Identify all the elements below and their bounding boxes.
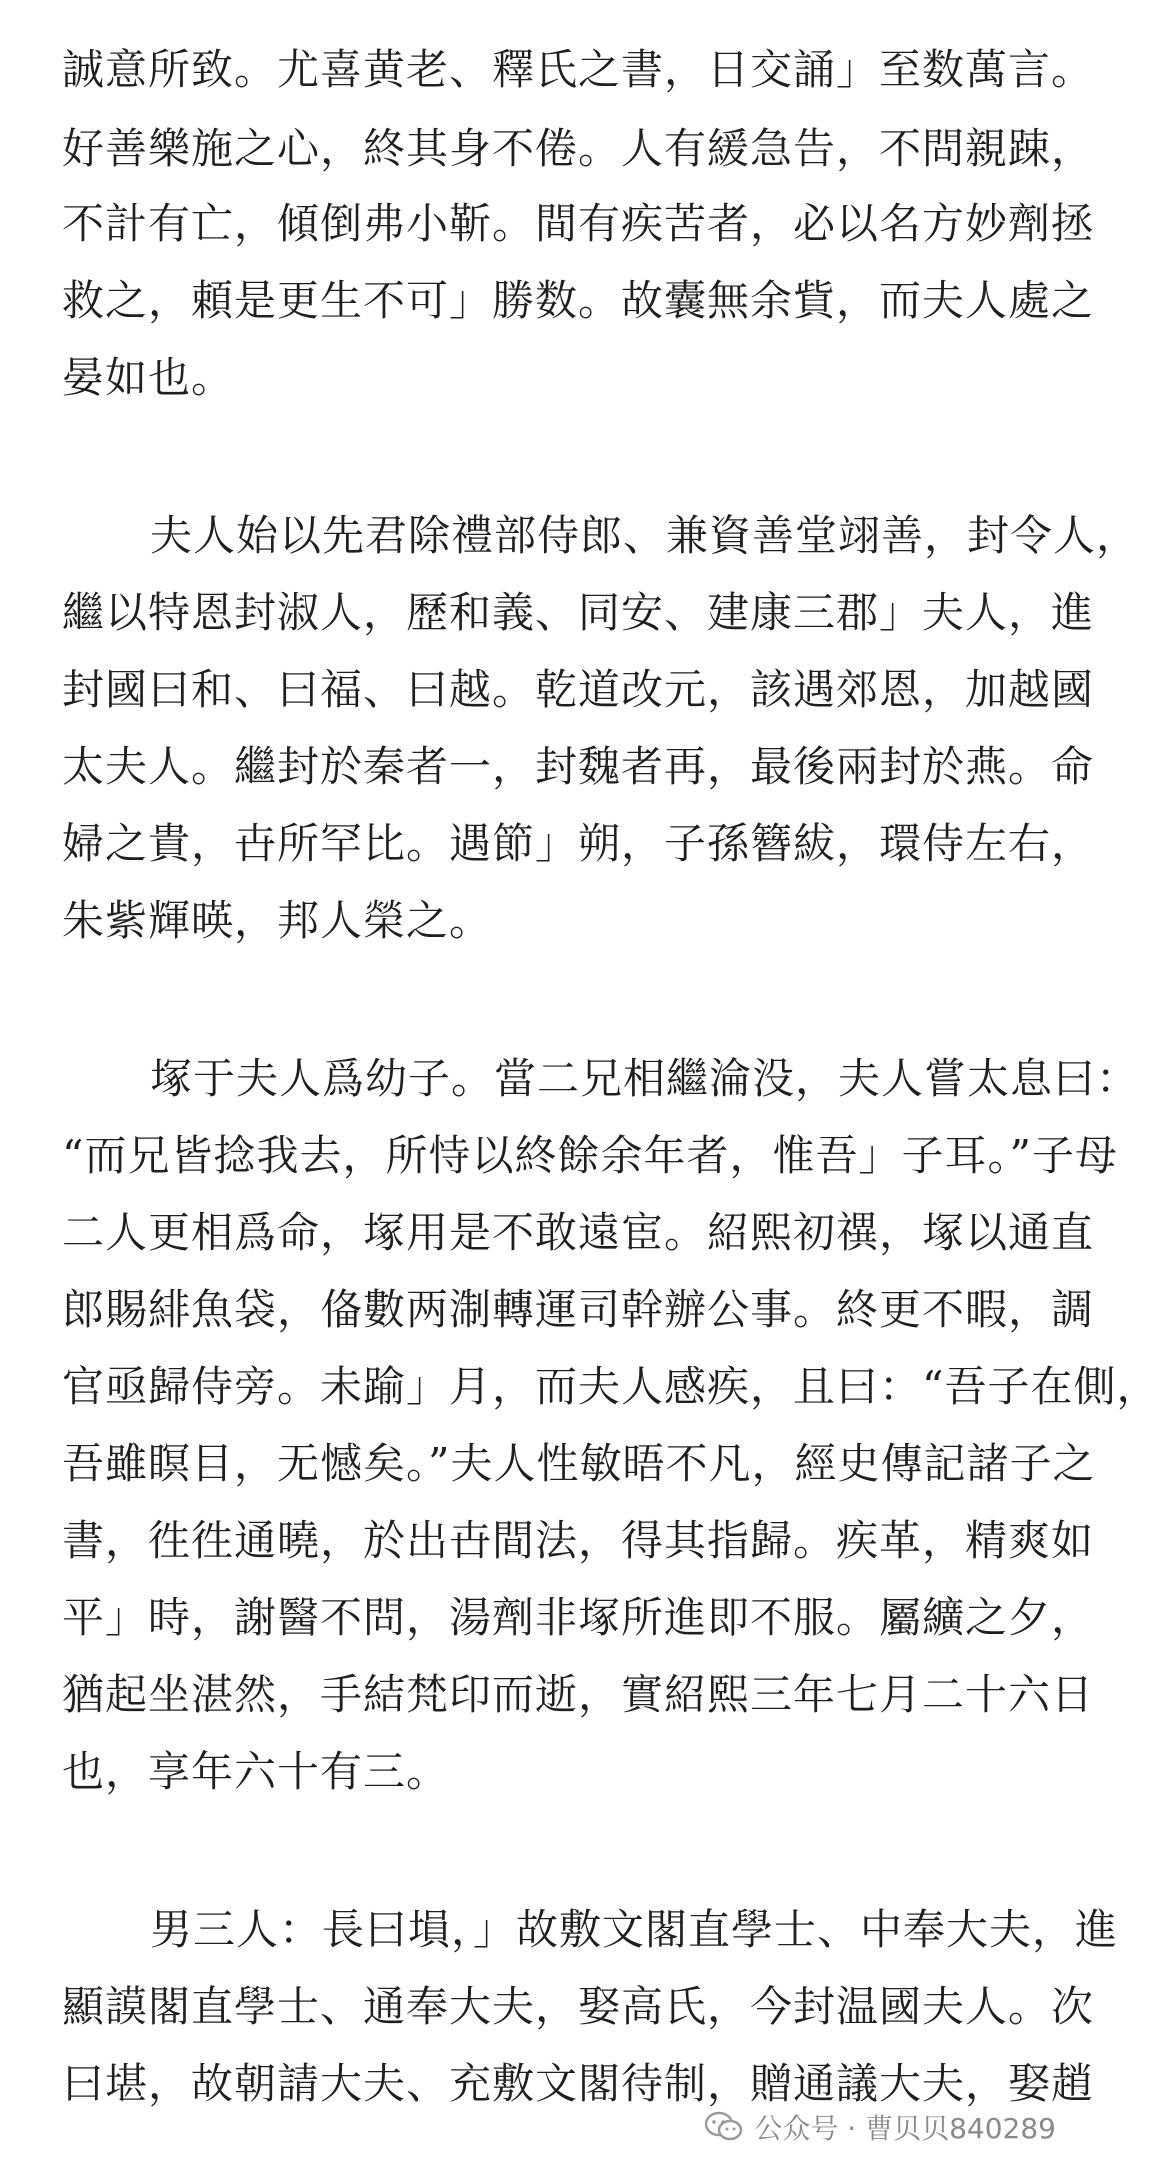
text-line: 塚于夫人爲幼子。當二兄相繼淪没，夫人嘗太息曰： — [150, 1054, 1140, 1103]
wechat-search-icon — [704, 2110, 744, 2144]
text-line: 也，享年六十有三。 — [62, 1747, 450, 1796]
text-line: 救之，頼是更生不可」勝数。故囊無余貲，而夫人處之 — [62, 276, 1095, 325]
text-line: 男三人：長曰塤，」故敷文閣直學士、中奉大夫，進 — [150, 1905, 1119, 1954]
text-line: 吾雖瞑目，无憾矣。”夫人性敏晤不凡，經史傳記諸子之 — [62, 1439, 1096, 1488]
text-line: 顯謨閣直學士、通奉大夫，娶高氏，今封温國夫人。次 — [62, 1982, 1095, 2031]
text-line: 平」時，謝醫不問，湯劑非塚所進即不服。屬纊之夕， — [62, 1593, 1095, 1642]
text-line: 猶起坐湛然，手結梵印而逝，實紹熙三年七月二十六日 — [62, 1670, 1095, 1719]
text-line: 不計有亡，傾倒弗小靳。間有疾苦者，必以名方妙劑拯 — [62, 199, 1095, 248]
text-line: 封國曰和、曰福、曰越。乾道改元，該遇郊恩，加越國 — [62, 665, 1095, 714]
text-line: 夫人始以先君除禮部侍郎、兼資善堂翊善，封令人， — [150, 511, 1140, 560]
text-line: 婦之貴，卋所罕比。遇節」朔，子孫簪紱，環侍左右， — [62, 819, 1095, 868]
text-line: 誠意所致。尤喜黄老、釋氏之書，日交誦」至数萬言。 — [62, 45, 1095, 94]
watermark-label: 公众号 · 曹贝贝840289 — [754, 2112, 1056, 2145]
text-line: 郎賜緋魚袋，俻數两淛轉運司幹辦公事。終更不暇，調 — [62, 1285, 1095, 1334]
text-line: 曰堪，故朝請大夫、充敷文閣待制，贈通議大夫，娶趙 — [62, 2059, 1095, 2108]
text-line: 晏如也。 — [62, 353, 235, 402]
text-line: 朱紫輝暎，邦人榮之。 — [62, 896, 493, 945]
text-line: 官亟歸侍旁。未踰」月，而夫人感疾，且曰：“吾子在側， — [62, 1362, 1159, 1411]
text-line: “而兄皆捻我去，所恃以終餘余年者，惟吾」子耳。”子母 — [62, 1131, 1118, 1180]
text-line: 太夫人。繼封於秦者一，封魏者再，最後兩封於燕。命 — [62, 742, 1095, 791]
wechat-account-watermark — [704, 2104, 1056, 2150]
text-line: 書，徃徃通曉，於出卋間法，得其指歸。疾革，精爽如 — [62, 1516, 1095, 1565]
text-line: 二人更相爲命，塚用是不敢遠宦。紹熙初禩，塚以通直 — [62, 1208, 1095, 1257]
text-line: 好善樂施之心，終其身不倦。人有緩急告，不問親踈， — [62, 124, 1095, 173]
text-line: 繼以特恩封淑人，歷和義、同安、建康三郡」夫人，進 — [62, 588, 1095, 637]
